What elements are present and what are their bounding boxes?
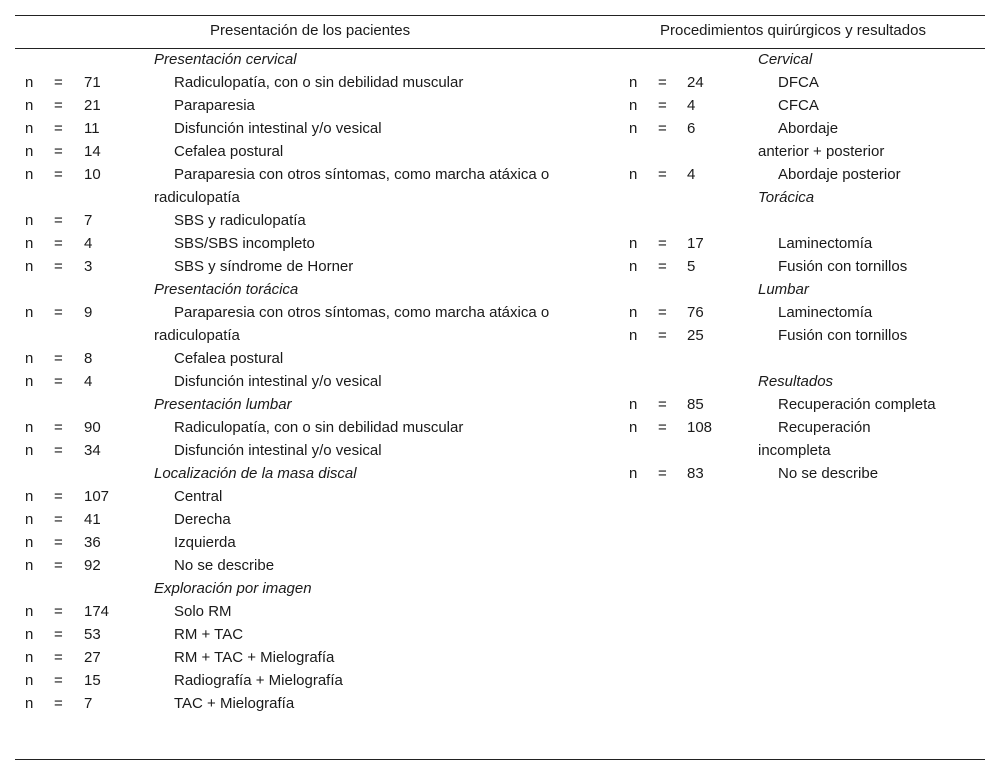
equals-sign: = (658, 327, 667, 344)
equals-sign: = (54, 373, 63, 390)
equals-sign: = (658, 120, 667, 137)
count-value: 10 (84, 166, 101, 183)
count-value: 36 (84, 534, 101, 551)
equals-sign: = (658, 419, 667, 436)
equals-sign: = (54, 511, 63, 528)
row-label: RM + TAC + Mielografía (174, 649, 335, 666)
equals-sign: = (54, 143, 63, 160)
table-row (0, 601, 1000, 623)
n-label: n (629, 97, 638, 114)
row-label: RM + TAC (174, 626, 244, 643)
section-label: Lumbar (758, 281, 809, 298)
n-label: n (629, 304, 638, 321)
equals-sign: = (658, 97, 667, 114)
count-value: 9 (84, 304, 93, 321)
table-row (0, 325, 1000, 347)
table-row (0, 509, 1000, 531)
section-heading (0, 49, 1000, 71)
n-label: n (25, 695, 34, 712)
table-row (0, 532, 1000, 554)
count-value: 15 (84, 672, 101, 689)
row-label: Disfunción intestinal y/o vesical (174, 120, 382, 137)
count-value: 107 (84, 488, 110, 505)
equals-sign: = (658, 166, 667, 183)
row-label: Izquierda (174, 534, 236, 551)
row-label: Disfunción intestinal y/o vesical (174, 373, 382, 390)
section-label: Torácica (758, 189, 815, 206)
section-label: Presentación torácica (154, 281, 299, 298)
n-label: n (629, 166, 638, 183)
row-label: SBS y síndrome de Horner (174, 258, 354, 275)
section-label: Localización de la masa discal (154, 465, 357, 482)
n-label: n (25, 672, 34, 689)
equals-sign: = (658, 235, 667, 252)
count-value: 24 (687, 74, 704, 91)
count-value: 14 (84, 143, 101, 160)
top-rule (15, 15, 985, 16)
row-label: Paraparesia con otros síntomas, como marcha atáxica o (174, 304, 550, 321)
row-label-continued: radiculopatía (154, 189, 240, 206)
equals-sign: = (658, 74, 667, 91)
equals-sign: = (54, 442, 63, 459)
n-label: n (25, 350, 34, 367)
row-label: Fusión con tornillos (778, 327, 908, 344)
table-row (0, 670, 1000, 692)
equals-sign: = (54, 419, 63, 436)
table-row (0, 72, 1000, 94)
equals-sign: = (658, 258, 667, 275)
table-row (0, 486, 1000, 508)
row-label: Abordaje (778, 120, 839, 137)
equals-sign: = (54, 97, 63, 114)
section-label: Presentación cervical (154, 51, 297, 68)
equals-sign: = (658, 465, 667, 482)
n-label: n (25, 442, 34, 459)
n-label: n (629, 396, 638, 413)
row-label: No se describe (174, 557, 275, 574)
count-value: 174 (84, 603, 110, 620)
row-label: SBS y radiculopatía (174, 212, 306, 229)
count-value: 17 (687, 235, 704, 252)
n-label: n (629, 235, 638, 252)
count-value: 4 (84, 235, 93, 252)
table-row (0, 164, 1000, 186)
row-label-continued: radiculopatía (154, 327, 240, 344)
n-label: n (629, 327, 638, 344)
count-value: 4 (687, 166, 696, 183)
section-heading (0, 187, 1000, 209)
row-label: SBS/SBS incompleto (174, 235, 315, 252)
count-value: 27 (84, 649, 101, 666)
count-value: 25 (687, 327, 704, 344)
equals-sign: = (54, 626, 63, 643)
equals-sign: = (54, 649, 63, 666)
n-label: n (629, 74, 638, 91)
equals-sign: = (54, 212, 63, 229)
row-label: Disfunción intestinal y/o vesical (174, 442, 382, 459)
n-label: n (629, 419, 638, 436)
count-value: 76 (687, 304, 704, 321)
n-label: n (25, 419, 34, 436)
n-label: n (25, 258, 34, 275)
n-label: n (25, 649, 34, 666)
row-label: DFCA (778, 74, 819, 91)
count-value: 4 (84, 373, 93, 390)
n-label: n (25, 373, 34, 390)
table-row (0, 256, 1000, 278)
count-value: 21 (84, 97, 101, 114)
n-label: n (25, 626, 34, 643)
equals-sign: = (658, 396, 667, 413)
n-label: n (629, 258, 638, 275)
count-value: 8 (84, 350, 93, 367)
count-value: 108 (687, 419, 713, 436)
row-label: Derecha (174, 511, 231, 528)
row-label: Paraparesia con otros síntomas, como marcha atáxica o (174, 166, 550, 183)
row-label: Central (174, 488, 223, 505)
n-label: n (25, 212, 34, 229)
table-row (0, 302, 1000, 324)
row-label-continued: incompleta (758, 442, 831, 459)
n-label: n (25, 97, 34, 114)
row-label: CFCA (778, 97, 819, 114)
equals-sign: = (658, 304, 667, 321)
count-value: 7 (84, 695, 93, 712)
equals-sign: = (54, 557, 63, 574)
equals-sign: = (54, 534, 63, 551)
equals-sign: = (54, 166, 63, 183)
n-label: n (25, 235, 34, 252)
n-label: n (25, 120, 34, 137)
count-value: 71 (84, 74, 101, 91)
n-label: n (25, 74, 34, 91)
row-label: Laminectomía (778, 304, 873, 321)
row-label: Recuperación completa (778, 396, 936, 413)
section-label: Exploración por imagen (154, 580, 312, 597)
section-heading (0, 371, 1000, 393)
equals-sign: = (54, 350, 63, 367)
n-label: n (629, 120, 638, 137)
equals-sign: = (54, 258, 63, 275)
count-value: 85 (687, 396, 704, 413)
n-label: n (25, 143, 34, 160)
table-row (0, 95, 1000, 117)
row-label: Radiculopatía, con o sin debilidad muscular (174, 419, 464, 436)
count-value: 7 (84, 212, 93, 229)
row-label: Radiculopatía, con o sin debilidad muscular (174, 74, 464, 91)
table-row (0, 394, 1000, 416)
row-label: Paraparesia (174, 97, 255, 114)
count-value: 92 (84, 557, 101, 574)
row-label: Cefalea postural (174, 350, 284, 367)
row-label: Laminectomía (778, 235, 873, 252)
header-right: Procedimientos quirúrgicos y resultados (660, 22, 926, 39)
count-value: 5 (687, 258, 696, 275)
bottom-rule (15, 759, 985, 760)
table-row (0, 348, 1000, 370)
table-row (0, 693, 1000, 715)
row-label: TAC + Mielografía (174, 695, 295, 712)
table-row (0, 440, 1000, 462)
row-label: Recuperación (778, 419, 871, 436)
count-value: 90 (84, 419, 101, 436)
equals-sign: = (54, 74, 63, 91)
count-value: 4 (687, 97, 696, 114)
table-row (0, 210, 1000, 232)
row-label: Fusión con tornillos (778, 258, 908, 275)
section-label: Cervical (758, 51, 813, 68)
count-value: 83 (687, 465, 704, 482)
table-row (0, 647, 1000, 669)
row-label: Cefalea postural (174, 143, 284, 160)
n-label: n (25, 304, 34, 321)
count-value: 6 (687, 120, 696, 137)
section-label: Resultados (758, 373, 834, 390)
row-label: Radiografía + Mielografía (174, 672, 343, 689)
equals-sign: = (54, 603, 63, 620)
equals-sign: = (54, 695, 63, 712)
section-heading (0, 578, 1000, 600)
section-heading (0, 279, 1000, 301)
n-label: n (629, 465, 638, 482)
count-value: 41 (84, 511, 101, 528)
row-label-continued: anterior + posterior (758, 143, 885, 160)
count-value: 11 (84, 120, 100, 137)
table-row (0, 555, 1000, 577)
equals-sign: = (54, 120, 63, 137)
n-label: n (25, 511, 34, 528)
equals-sign: = (54, 672, 63, 689)
row-label: Solo RM (174, 603, 232, 620)
equals-sign: = (54, 488, 63, 505)
table-row (0, 463, 1000, 485)
n-label: n (25, 166, 34, 183)
count-value: 34 (84, 442, 101, 459)
count-value: 3 (84, 258, 93, 275)
equals-sign: = (54, 304, 63, 321)
table-row (0, 624, 1000, 646)
n-label: n (25, 534, 34, 551)
row-label: No se describe (778, 465, 879, 482)
n-label: n (25, 603, 34, 620)
row-label: Abordaje posterior (778, 166, 901, 183)
n-label: n (25, 488, 34, 505)
header-left: Presentación de los pacientes (210, 22, 411, 39)
n-label: n (25, 557, 34, 574)
count-value: 53 (84, 626, 101, 643)
section-label: Presentación lumbar (154, 396, 292, 413)
table-row (0, 233, 1000, 255)
equals-sign: = (54, 235, 63, 252)
